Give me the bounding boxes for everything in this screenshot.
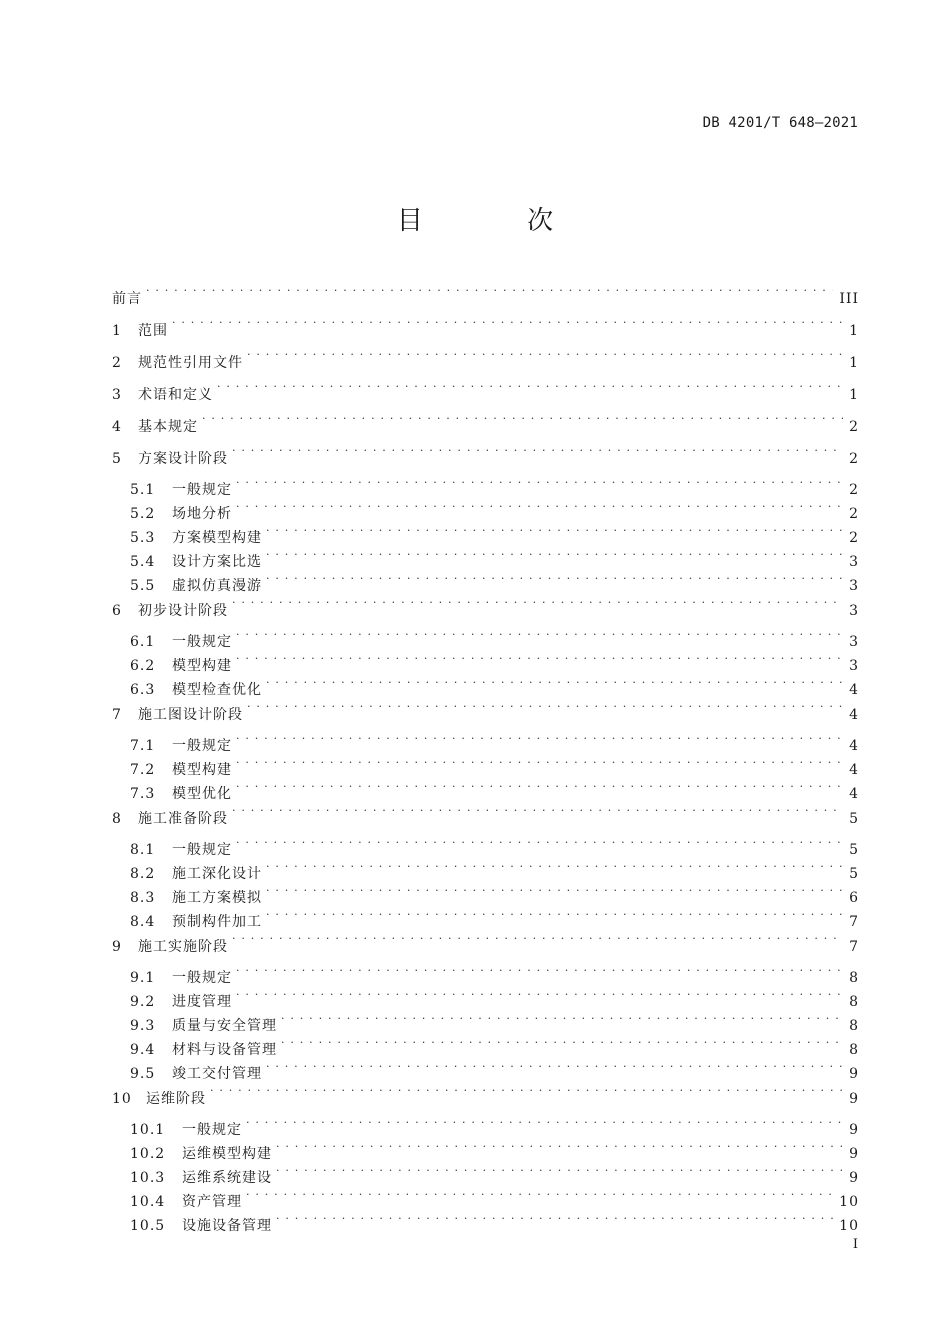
toc-entry-label: 模型构建 — [172, 762, 232, 778]
dot-leader — [232, 809, 843, 823]
toc-entry[interactable] — [112, 702, 859, 734]
toc-entry-page: 2 — [849, 530, 859, 546]
dot-leader — [266, 552, 843, 566]
dot-leader — [236, 840, 843, 854]
dot-leader — [266, 680, 843, 694]
toc-entry-page: 3 — [849, 554, 859, 570]
toc-entry-page: 6 — [849, 890, 859, 906]
toc-entry-number: 10.2 — [130, 1146, 166, 1162]
toc-entry-label: 范围 — [138, 323, 168, 339]
dot-leader — [276, 1144, 843, 1158]
toc-entry[interactable] — [112, 1214, 859, 1238]
toc-entry[interactable] — [112, 886, 859, 910]
dot-leader — [281, 1016, 843, 1030]
dot-leader — [266, 864, 843, 878]
dot-leader — [232, 601, 843, 615]
toc-entry-page: 3 — [849, 603, 859, 619]
toc-entry-label: 设计方案比选 — [172, 554, 262, 570]
toc-entry-label: 模型优化 — [172, 786, 232, 802]
dot-leader — [266, 912, 843, 926]
toc-entry-label: 场地分析 — [172, 506, 232, 522]
toc-entry-label: 运维模型构建 — [182, 1146, 272, 1162]
toc-entry-number: 7.1 — [130, 738, 156, 754]
dot-leader — [266, 528, 843, 542]
page-number: I — [852, 1237, 858, 1252]
toc-entry-number: 10.5 — [130, 1218, 166, 1234]
toc-entry[interactable] — [112, 990, 859, 1014]
toc-entry-number: 7.2 — [130, 762, 156, 778]
toc-entry[interactable] — [112, 318, 859, 350]
toc-entry-page: 9 — [849, 1066, 859, 1082]
toc-entry-label: 材料与设备管理 — [172, 1042, 277, 1058]
toc-entry-page: 9 — [849, 1122, 859, 1138]
toc-entry-number: 9.2 — [130, 994, 156, 1010]
toc-entry-number: 10 — [112, 1091, 132, 1107]
dot-leader — [266, 576, 843, 590]
toc-entry[interactable] — [112, 1086, 859, 1118]
toc-entry[interactable] — [112, 966, 859, 990]
dot-leader — [236, 784, 843, 798]
toc-entry[interactable] — [112, 598, 859, 630]
toc-entry-label: 一般规定 — [172, 970, 232, 986]
toc-entry[interactable] — [112, 526, 859, 550]
toc-entry-page: III — [839, 291, 859, 307]
toc-entry-page: 1 — [849, 387, 859, 403]
toc-entry-number: 5.1 — [130, 482, 156, 498]
toc-entry-number: 6 — [112, 603, 122, 619]
toc-entry-page: 3 — [849, 578, 859, 594]
dot-leader — [232, 937, 843, 951]
toc-entry-number: 9.1 — [130, 970, 156, 986]
toc-entry-label: 模型检查优化 — [172, 682, 262, 698]
dot-leader — [172, 321, 843, 335]
dot-leader — [276, 1216, 833, 1230]
toc-entry[interactable] — [112, 838, 859, 862]
dot-leader — [236, 736, 843, 750]
toc-entry[interactable] — [112, 382, 859, 414]
toc-entry-page: 5 — [849, 842, 859, 858]
toc-entry-label: 一般规定 — [172, 482, 232, 498]
toc-entry-number: 7.3 — [130, 786, 156, 802]
toc-entry-label: 运维阶段 — [146, 1091, 206, 1107]
toc-entry-page: 8 — [849, 994, 859, 1010]
document-code: DB 4201/T 648—2021 — [702, 115, 858, 131]
toc-entry-label: 一般规定 — [172, 842, 232, 858]
toc-entry-number: 1 — [112, 323, 122, 339]
toc-entry[interactable] — [112, 286, 859, 318]
toc-entry[interactable] — [112, 934, 859, 966]
toc-entry-number: 6.1 — [130, 634, 156, 650]
toc-entry-number: 8 — [112, 811, 122, 827]
dot-leader — [236, 968, 843, 982]
toc-entry-page: 4 — [849, 762, 859, 778]
toc-entry-number: 5.4 — [130, 554, 156, 570]
toc-entry[interactable] — [112, 910, 859, 934]
dot-leader — [236, 760, 843, 774]
toc-entry-page: 2 — [849, 506, 859, 522]
dot-leader — [236, 504, 843, 518]
toc-entry-number: 6.3 — [130, 682, 156, 698]
toc-entry-number: 3 — [112, 387, 122, 403]
toc-entry[interactable] — [112, 574, 859, 598]
dot-leader — [247, 705, 843, 719]
dot-leader — [266, 1064, 843, 1078]
toc-entry-label: 施工实施阶段 — [138, 939, 228, 955]
toc-entry[interactable] — [112, 806, 859, 838]
toc-entry[interactable] — [112, 502, 859, 526]
toc-entry-page: 4 — [849, 682, 859, 698]
toc-entry[interactable] — [112, 654, 859, 678]
toc-entry[interactable] — [112, 350, 859, 382]
toc-entry-page: 8 — [849, 1042, 859, 1058]
dot-leader — [210, 1089, 843, 1103]
toc-entry-label: 基本规定 — [138, 419, 198, 435]
toc-entry-number: 5.3 — [130, 530, 156, 546]
toc-entry-page: 9 — [849, 1170, 859, 1186]
toc-entry[interactable] — [112, 446, 859, 478]
toc-entry[interactable] — [112, 1190, 859, 1214]
toc-entry[interactable] — [112, 1038, 859, 1062]
toc-entry[interactable] — [112, 758, 859, 782]
toc-entry[interactable] — [112, 1142, 859, 1166]
toc-entry-page: 7 — [849, 914, 859, 930]
dot-leader — [217, 385, 843, 399]
toc-entry[interactable] — [112, 550, 859, 574]
dot-leader — [236, 992, 843, 1006]
toc-entry-label: 质量与安全管理 — [172, 1018, 277, 1034]
page-title: 目 次 — [396, 206, 602, 236]
toc-entry-page: 5 — [849, 866, 859, 882]
toc-entry[interactable] — [112, 1062, 859, 1086]
toc-entry[interactable] — [112, 782, 859, 806]
dot-leader — [276, 1168, 843, 1182]
toc-entry-page: 8 — [849, 1018, 859, 1034]
toc-entry-number: 8.4 — [130, 914, 156, 930]
toc-entry-page: 2 — [849, 451, 859, 467]
toc-entry[interactable] — [112, 862, 859, 886]
toc-entry-page: 1 — [849, 323, 859, 339]
dot-leader — [232, 449, 843, 463]
toc-entry-page: 4 — [849, 738, 859, 754]
toc-entry-page: 2 — [849, 482, 859, 498]
toc-entry-number: 8.3 — [130, 890, 156, 906]
toc-entry-label: 一般规定 — [182, 1122, 242, 1138]
toc-entry-number: 10.1 — [130, 1122, 166, 1138]
toc-entry-number: 5 — [112, 451, 122, 467]
toc-entry-number: 10.3 — [130, 1170, 166, 1186]
toc-entry[interactable] — [112, 678, 859, 702]
toc-entry-label: 方案模型构建 — [172, 530, 262, 546]
toc-entry-number: 9.4 — [130, 1042, 156, 1058]
dot-leader — [236, 656, 843, 670]
toc-entry-number: 5.2 — [130, 506, 156, 522]
toc-entry-number: 9 — [112, 939, 122, 955]
toc-entry-page: 4 — [849, 707, 859, 723]
toc-entry-label: 进度管理 — [172, 994, 232, 1010]
toc-entry-page: 2 — [849, 419, 859, 435]
toc-entry-page: 1 — [849, 355, 859, 371]
dot-leader — [266, 888, 843, 902]
toc-entry-number: 10.4 — [130, 1194, 166, 1210]
toc-entry-label: 前言 — [112, 291, 142, 307]
toc-entry-label: 规范性引用文件 — [138, 355, 243, 371]
toc-entry-label: 方案设计阶段 — [138, 451, 228, 467]
toc-entry-label: 模型构建 — [172, 658, 232, 674]
toc-entry-label: 资产管理 — [182, 1194, 242, 1210]
toc-entry-page: 5 — [849, 811, 859, 827]
toc-entry-number: 8.1 — [130, 842, 156, 858]
toc-entry-label: 施工方案模拟 — [172, 890, 262, 906]
toc-entry[interactable] — [112, 630, 859, 654]
toc-entry-label: 竣工交付管理 — [172, 1066, 262, 1082]
toc-entry-page: 9 — [849, 1146, 859, 1162]
toc-entry-label: 施工图设计阶段 — [138, 707, 243, 723]
toc-entry-page: 8 — [849, 970, 859, 986]
toc-entry-label: 术语和定义 — [138, 387, 213, 403]
toc-entry-label: 预制构件加工 — [172, 914, 262, 930]
toc-entry-label: 一般规定 — [172, 634, 232, 650]
toc-entry-label: 施工准备阶段 — [138, 811, 228, 827]
toc-entry-number: 5.5 — [130, 578, 156, 594]
toc-entry-number: 8.2 — [130, 866, 156, 882]
toc-entry-page: 9 — [849, 1091, 859, 1107]
dot-leader — [236, 632, 843, 646]
toc-entry-number: 9.3 — [130, 1018, 156, 1034]
toc-entry-number: 2 — [112, 355, 122, 371]
dot-leader — [246, 1120, 843, 1134]
table-of-contents — [112, 286, 859, 1238]
toc-entry-number: 4 — [112, 419, 122, 435]
toc-entry-page: 4 — [849, 786, 859, 802]
toc-entry[interactable] — [112, 478, 859, 502]
toc-entry-label: 一般规定 — [172, 738, 232, 754]
toc-entry[interactable] — [112, 1014, 859, 1038]
toc-entry[interactable] — [112, 1118, 859, 1142]
toc-entry-page: 7 — [849, 939, 859, 955]
toc-entry-page: 3 — [849, 658, 859, 674]
toc-entry[interactable] — [112, 414, 859, 446]
toc-entry[interactable] — [112, 734, 859, 758]
toc-entry-number: 6.2 — [130, 658, 156, 674]
toc-entry-page: 3 — [849, 634, 859, 650]
toc-entry-label: 初步设计阶段 — [138, 603, 228, 619]
toc-entry-label: 设施设备管理 — [182, 1218, 272, 1234]
dot-leader — [246, 1192, 833, 1206]
dot-leader — [146, 289, 833, 303]
toc-entry-number: 7 — [112, 707, 122, 723]
dot-leader — [202, 417, 843, 431]
toc-entry-label: 虚拟仿真漫游 — [172, 578, 262, 594]
toc-entry-page: 10 — [839, 1194, 859, 1210]
toc-entry-number: 9.5 — [130, 1066, 156, 1082]
dot-leader — [281, 1040, 843, 1054]
toc-entry-page: 10 — [839, 1218, 859, 1234]
toc-entry-label: 施工深化设计 — [172, 866, 262, 882]
dot-leader — [236, 480, 843, 494]
dot-leader — [247, 353, 843, 367]
toc-entry[interactable] — [112, 1166, 859, 1190]
toc-entry-label: 运维系统建设 — [182, 1170, 272, 1186]
